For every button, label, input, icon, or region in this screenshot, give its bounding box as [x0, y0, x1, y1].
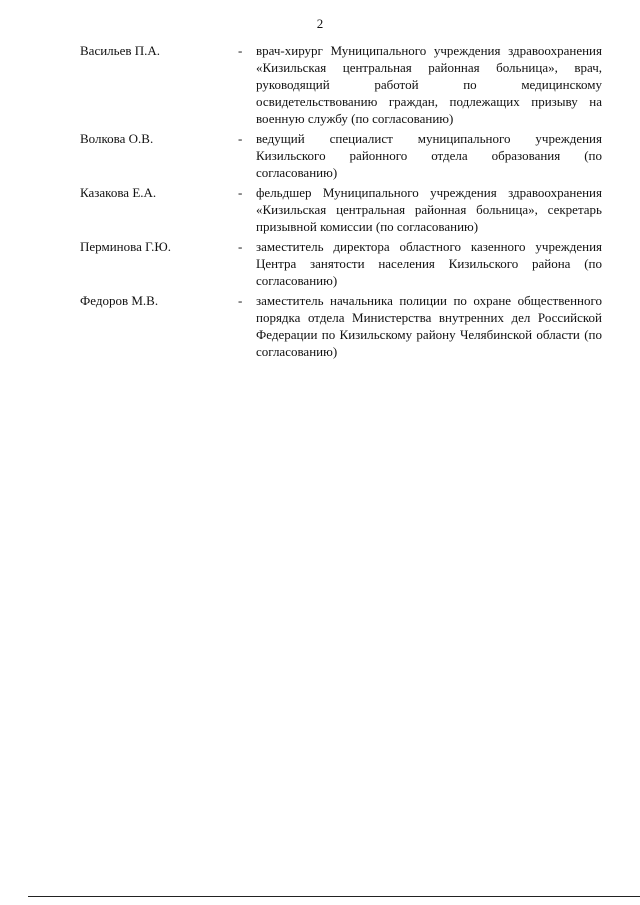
- separator-dash: -: [238, 131, 243, 146]
- member-position: заместитель начальника полиции по охране общественного порядка отдела Министерства внутренних дел Российской Федерации по Кизильскому району Челябинской области (по согласованию): [256, 293, 602, 359]
- separator-dash: -: [238, 239, 243, 254]
- member-entry: [0, 238, 640, 289]
- page-number: 2: [316, 16, 324, 31]
- member-name: Казакова Е.А.: [80, 185, 157, 200]
- separator-dash: -: [238, 293, 243, 308]
- page-bottom-rule: [28, 896, 640, 897]
- member-position: врач-хирург Муниципального учреждения здравоохранения «Кизильская центральная районная больница», врач, руководящий работой по медицинскому освидетельствованию граждан, подлежащих призыву на военную службу (по согласованию): [256, 43, 602, 126]
- member-position: фельдшер Муниципального учреждения здравоохранения «Кизильская центральная районная больница», секретарь призывной комиссии (по согласованию): [256, 185, 602, 234]
- member-entry: [0, 184, 640, 235]
- member-name: Волкова О.В.: [80, 131, 154, 146]
- member-position: заместитель директора областного казенного учреждения Центра занятости населения Кизильского района (по согласованию): [256, 239, 602, 288]
- member-entry: [0, 130, 640, 181]
- member-name: Васильев П.А.: [80, 43, 161, 58]
- member-name: Перминова Г.Ю.: [80, 239, 171, 254]
- member-position: ведущий специалист муниципального учреждения Кизильского районного отдела образования (по согласованию): [256, 131, 602, 180]
- member-entry: [0, 292, 640, 360]
- separator-dash: -: [238, 185, 243, 200]
- commission-members-list: [0, 42, 640, 363]
- separator-dash: -: [238, 43, 243, 58]
- member-entry: [0, 42, 640, 127]
- member-name: Федоров М.В.: [80, 293, 159, 308]
